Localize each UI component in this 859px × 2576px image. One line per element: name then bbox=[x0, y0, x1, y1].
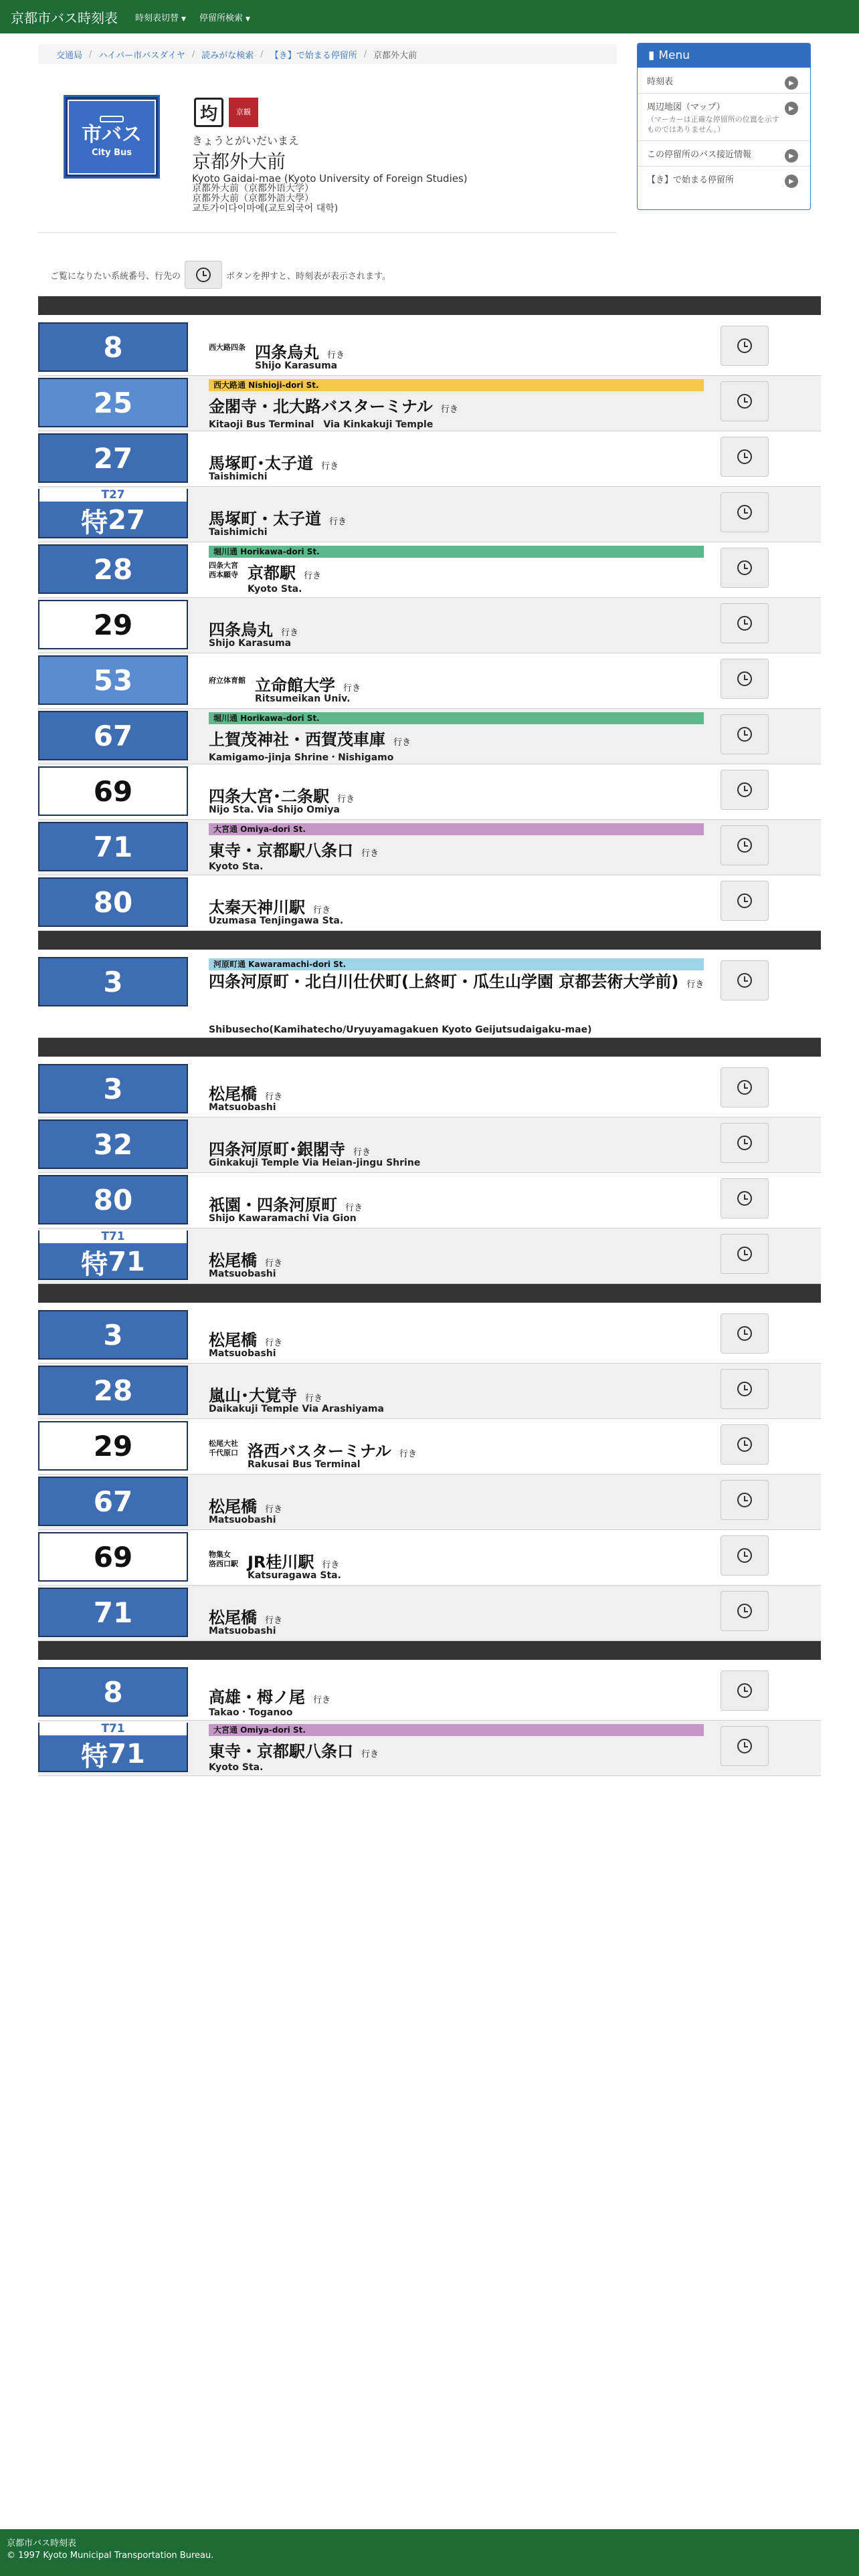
clock-icon bbox=[737, 560, 752, 575]
stop-chinese-simplified: 京都外大前（京都外语大学） bbox=[192, 183, 314, 194]
destination-english: Kitaoji Bus Terminal Via Kinkakuji Temple bbox=[209, 419, 434, 430]
example-clock-button bbox=[185, 261, 222, 289]
city-bus-logo bbox=[64, 95, 160, 179]
iki-label: 行き bbox=[353, 1148, 371, 1158]
destination bbox=[209, 1493, 282, 1517]
side-menu bbox=[637, 43, 811, 210]
destination-english: Matsuobashi bbox=[209, 1269, 276, 1279]
destination-english: Taishimichi bbox=[209, 471, 268, 482]
clock-icon bbox=[737, 1493, 752, 1507]
section-divider bbox=[38, 931, 821, 950]
street-stripe: 大宮通 Omiya-dori St. bbox=[209, 1724, 704, 1736]
destination-english: Shijo Karasuma bbox=[209, 638, 292, 649]
timetable-button[interactable] bbox=[721, 1234, 769, 1274]
via-stop: 物集女 bbox=[209, 1550, 231, 1559]
destination bbox=[209, 1247, 282, 1271]
destination bbox=[248, 1549, 339, 1572]
destination-name: 松尾橋 bbox=[209, 1251, 257, 1270]
timetable-button[interactable] bbox=[721, 1480, 769, 1520]
via-stop: 松尾大社 bbox=[209, 1439, 238, 1448]
route-number-button[interactable]: 69 bbox=[38, 766, 188, 816]
stop-search-label: 停留所検索 bbox=[199, 13, 243, 23]
route-row bbox=[38, 376, 821, 431]
clock-icon bbox=[737, 782, 752, 797]
clock-icon bbox=[737, 1437, 752, 1452]
iki-label: 行き bbox=[343, 683, 361, 693]
clock-icon bbox=[737, 505, 752, 520]
clock-icon bbox=[737, 1191, 752, 1206]
route-number-button[interactable]: 32 bbox=[38, 1119, 188, 1169]
destination-english: Matsuobashi bbox=[209, 1348, 276, 1359]
destination bbox=[209, 837, 379, 861]
timetable-button[interactable] bbox=[721, 326, 769, 366]
timetable-button[interactable] bbox=[721, 1671, 769, 1711]
destination bbox=[248, 1438, 417, 1461]
route-row bbox=[38, 1364, 821, 1419]
iki-label: 行き bbox=[305, 1394, 323, 1404]
timetable-button[interactable] bbox=[721, 1178, 769, 1218]
arrow-right-icon: ▶ bbox=[785, 102, 798, 115]
iki-label: 行き bbox=[361, 1749, 379, 1759]
timetable-button[interactable] bbox=[721, 381, 769, 421]
destination bbox=[209, 1684, 330, 1707]
iki-label: 行き bbox=[321, 461, 339, 471]
stop-translations bbox=[192, 174, 468, 214]
destination-english: Kyoto Sta. bbox=[248, 584, 302, 595]
destination bbox=[209, 1192, 363, 1215]
destination-name: 松尾橋 bbox=[209, 1608, 257, 1627]
clock-icon bbox=[737, 449, 752, 464]
route-row bbox=[38, 487, 821, 542]
timetable-button[interactable] bbox=[721, 548, 769, 588]
destination-english: Ritsumeikan Univ. bbox=[255, 693, 351, 704]
iki-label: 行き bbox=[337, 794, 355, 804]
destination-name: 太秦天神川駅 bbox=[209, 898, 305, 917]
timetable-button[interactable] bbox=[721, 437, 769, 477]
via-stop: 四条大宮 bbox=[209, 561, 238, 570]
destination-english: Takao・Toganoo bbox=[209, 1707, 293, 1718]
iki-label: 行き bbox=[265, 1616, 283, 1626]
clock-icon bbox=[737, 838, 752, 853]
route-row bbox=[38, 1173, 821, 1228]
timetable-button[interactable] bbox=[721, 714, 769, 754]
clock-icon bbox=[737, 1382, 752, 1396]
iki-label: 行き bbox=[399, 1449, 417, 1459]
arrow-right-icon: ▶ bbox=[785, 175, 798, 188]
stop-search-menu[interactable] bbox=[199, 11, 250, 23]
route-row bbox=[38, 1062, 821, 1117]
menu-title: Menu bbox=[658, 49, 690, 62]
iki-label: 行き bbox=[440, 405, 458, 415]
destination-name: 四条河原町･銀閣寺 bbox=[209, 1140, 345, 1159]
destination-english: Matsuobashi bbox=[209, 1102, 276, 1113]
destination bbox=[209, 972, 710, 994]
stop-name: 京都外大前 bbox=[192, 150, 286, 173]
destination-english: Matsuobashi bbox=[209, 1515, 276, 1525]
menu-item-approach-info[interactable] bbox=[638, 140, 810, 166]
breadcrumb-link[interactable]: ハイパー市バスダイヤ bbox=[98, 50, 185, 61]
destination bbox=[209, 617, 298, 640]
timetable-button[interactable] bbox=[721, 1424, 769, 1465]
route-row bbox=[38, 1721, 821, 1776]
route-number-button[interactable]: 8 bbox=[38, 322, 188, 372]
destination-english: Daikakuji Temple Via Arashiyama bbox=[209, 1404, 384, 1414]
via-stop: 洛西口駅 bbox=[209, 1560, 238, 1568]
route-number bbox=[81, 1243, 145, 1281]
timetable-switch-menu[interactable] bbox=[135, 11, 186, 23]
clock-icon bbox=[737, 1548, 752, 1563]
breadcrumb-link[interactable]: 交通局 bbox=[56, 50, 83, 61]
iki-label: 行き bbox=[281, 628, 299, 638]
iki-label: 行き bbox=[322, 1560, 340, 1570]
route-code: T71 bbox=[39, 1230, 187, 1243]
route-list bbox=[38, 296, 821, 1776]
destination-name: 立命館大学 bbox=[255, 676, 335, 695]
timetable-button[interactable] bbox=[721, 659, 769, 699]
destination bbox=[209, 1136, 371, 1160]
destination-english: Nijo Sta. Via Shijo Omiya bbox=[209, 804, 340, 815]
destination-english: Matsuobashi bbox=[209, 1626, 276, 1636]
destination-name: 祇園・四条河原町 bbox=[209, 1196, 337, 1214]
route-row bbox=[38, 431, 821, 487]
destination-name: 松尾橋 bbox=[209, 1085, 257, 1103]
route-number-value: 71 bbox=[108, 1739, 145, 1769]
iki-label: 行き bbox=[686, 980, 704, 990]
timetable-button[interactable] bbox=[721, 1313, 769, 1354]
timetable-button[interactable] bbox=[721, 1726, 769, 1766]
destination bbox=[209, 393, 458, 417]
route-code: T27 bbox=[39, 488, 187, 502]
route-number-button[interactable]: 8 bbox=[38, 1667, 188, 1717]
menu-icon: ▮ bbox=[648, 49, 655, 62]
clock-icon bbox=[737, 1604, 752, 1618]
via-stop: 千代原口 bbox=[209, 1448, 238, 1457]
destination-english: Rakusai Bus Terminal bbox=[248, 1459, 361, 1470]
breadcrumb-separator: / bbox=[191, 49, 195, 60]
destination-name: 四条烏丸 bbox=[255, 343, 319, 362]
stop-english: Kyoto Gaidai-mae (Kyoto University of Foreign Studies) bbox=[192, 173, 468, 185]
destination bbox=[255, 339, 345, 362]
clock-icon bbox=[737, 616, 752, 631]
destination bbox=[248, 560, 321, 583]
route-number-button[interactable]: 27 bbox=[38, 433, 188, 483]
destination-name: 京都駅 bbox=[248, 564, 296, 582]
iki-label: 行き bbox=[327, 350, 345, 360]
clock-icon bbox=[737, 671, 752, 686]
route-number bbox=[81, 502, 145, 540]
stop-kana: きょうとがいだいまえ bbox=[192, 134, 300, 147]
destination bbox=[209, 1382, 322, 1406]
bus-icon bbox=[100, 116, 124, 122]
clock-icon bbox=[196, 267, 211, 282]
section-divider bbox=[38, 296, 821, 315]
street-stripe: 堀川通 Horikawa-dori St. bbox=[209, 546, 704, 558]
footer-title: 京都市バス時刻表 bbox=[7, 2539, 77, 2549]
destination-name: 嵐山･大覚寺 bbox=[209, 1386, 297, 1405]
via-label bbox=[209, 676, 246, 685]
street-stripe: 河原町通 Kawaramachi-dori St. bbox=[209, 958, 704, 970]
menu-item-label: 【き】で始まる停留所 bbox=[647, 175, 735, 185]
destination-name: 洛西バスターミナル bbox=[248, 1442, 391, 1461]
route-number-button[interactable]: 80 bbox=[38, 1175, 188, 1224]
destination-name: 松尾橋 bbox=[209, 1331, 257, 1350]
route-number-button[interactable]: 29 bbox=[38, 1421, 188, 1471]
via-stop: 西本願寺 bbox=[209, 570, 238, 579]
destination-name: 四条河原町・北白川仕伏町(上終町・瓜生山学園 京都芸術大学前) bbox=[209, 972, 679, 991]
clock-icon bbox=[737, 394, 752, 409]
route-number-button[interactable]: 71 bbox=[38, 1588, 188, 1637]
timetable-switch-label: 時刻表切替 bbox=[135, 13, 179, 23]
express-prefix: 特 bbox=[81, 1249, 108, 1280]
iki-label: 行き bbox=[313, 1695, 331, 1705]
instruction-before: ご覧になりたい系統番号、行先の bbox=[50, 271, 181, 282]
sightseeing-icon: 京観 bbox=[229, 98, 258, 127]
route-number-button[interactable]: 28 bbox=[38, 1366, 188, 1415]
destination bbox=[209, 783, 355, 807]
route-code: T71 bbox=[39, 1722, 187, 1735]
via-label bbox=[209, 343, 246, 352]
destination-english: Shibusecho(Kamihatecho/Uryuyamagakuen Kyoto Geijutsudaigaku-mae) bbox=[209, 1025, 592, 1035]
menu-item-label: この停留所のバス接近情報 bbox=[647, 150, 752, 160]
route-row bbox=[38, 1586, 821, 1641]
route-number-button[interactable]: 53 bbox=[38, 655, 188, 705]
destination-name: 四条大宮･二条駅 bbox=[209, 787, 329, 806]
section-divider bbox=[38, 1284, 821, 1303]
via-label bbox=[209, 1439, 238, 1458]
route-row bbox=[38, 1419, 821, 1475]
navbar bbox=[0, 0, 859, 33]
route-number-button[interactable]: 3 bbox=[38, 1064, 188, 1113]
destination-english: Shijo Karasuma bbox=[255, 360, 338, 371]
menu-item-ki-stops[interactable] bbox=[638, 166, 810, 191]
destination bbox=[209, 1081, 282, 1104]
route-row bbox=[38, 764, 821, 820]
destination-english: Taishimichi bbox=[209, 527, 268, 538]
breadcrumb-link[interactable]: 【き】で始まる停留所 bbox=[270, 50, 357, 61]
stop-korean: 교토가이다이마에(교토외국어 대학) bbox=[192, 203, 339, 214]
route-number-button[interactable]: 67 bbox=[38, 1477, 188, 1526]
menu-header bbox=[638, 43, 810, 68]
destination-name: 四条烏丸 bbox=[209, 621, 273, 639]
clock-icon bbox=[737, 1739, 752, 1753]
flat-fare-icon: 均 bbox=[194, 98, 223, 127]
destination bbox=[209, 1604, 282, 1628]
iki-label: 行き bbox=[361, 849, 379, 859]
clock-icon bbox=[737, 1136, 752, 1150]
route-row bbox=[38, 1475, 821, 1530]
divider bbox=[38, 232, 617, 233]
destination bbox=[209, 450, 339, 473]
arrow-right-icon: ▶ bbox=[785, 149, 798, 163]
destination-english: Uzumasa Tenjingawa Sta. bbox=[209, 916, 344, 926]
breadcrumb-separator: / bbox=[89, 49, 92, 60]
logo-jp-text: 市バス bbox=[82, 123, 142, 146]
brand-link[interactable]: 京都市バス時刻表 bbox=[11, 9, 118, 26]
route-number-button[interactable]: 3 bbox=[38, 1310, 188, 1360]
route-number-button[interactable]: 67 bbox=[38, 711, 188, 760]
destination bbox=[209, 1738, 379, 1761]
iki-label: 行き bbox=[345, 1203, 363, 1213]
destination-english: Ginkakuji Temple Via Heian-jingu Shrine bbox=[209, 1158, 421, 1168]
destination bbox=[209, 1327, 282, 1350]
express-prefix: 特 bbox=[81, 507, 108, 538]
destination-english: Kyoto Sta. bbox=[209, 861, 264, 872]
destination bbox=[209, 506, 347, 529]
route-row bbox=[38, 875, 821, 931]
timetable-button[interactable] bbox=[721, 603, 769, 643]
destination-name: 東寺・京都駅八条口 bbox=[209, 1742, 353, 1761]
destination-name: 金閣寺・北大路バスターミナル bbox=[209, 397, 433, 416]
clock-icon bbox=[737, 1080, 752, 1095]
breadcrumb-current: 京都外大前 bbox=[373, 50, 417, 61]
clock-icon bbox=[737, 727, 752, 742]
route-row bbox=[38, 1228, 821, 1284]
timetable-button[interactable] bbox=[721, 1067, 769, 1107]
clock-icon bbox=[737, 973, 752, 988]
route-number-button[interactable]: 25 bbox=[38, 378, 188, 427]
breadcrumb bbox=[38, 44, 617, 64]
destination-english: Kamigamo-jinja Shrine・Nishigamo bbox=[209, 752, 394, 763]
street-stripe: 堀川通 Horikawa-dori St. bbox=[209, 712, 704, 724]
via-label bbox=[209, 1550, 238, 1569]
instruction-text bbox=[50, 261, 391, 289]
iki-label: 行き bbox=[304, 571, 322, 581]
destination bbox=[255, 672, 361, 695]
route-number-value: 71 bbox=[108, 1247, 145, 1277]
timetable-button[interactable] bbox=[721, 825, 769, 865]
route-number-button[interactable]: 28 bbox=[38, 544, 188, 594]
route-number-button[interactable]: 3 bbox=[38, 957, 188, 1006]
destination-english: Kyoto Sta. bbox=[209, 1762, 264, 1773]
route-row bbox=[38, 653, 821, 709]
route-number-button[interactable]: 29 bbox=[38, 600, 188, 649]
menu-item-label: 周辺地図（マップ） bbox=[647, 102, 725, 112]
timetable-button[interactable] bbox=[721, 492, 769, 532]
logo-en-text: City Bus bbox=[91, 148, 132, 158]
route-row bbox=[38, 820, 821, 875]
clock-icon bbox=[737, 1326, 752, 1341]
route-row bbox=[38, 542, 821, 598]
route-number-button[interactable] bbox=[38, 489, 188, 538]
street-stripe: 大宮通 Omiya-dori St. bbox=[209, 823, 704, 835]
destination-name: 馬塚町･太子道 bbox=[209, 454, 313, 473]
route-row bbox=[38, 1530, 821, 1586]
menu-item-timetable[interactable] bbox=[638, 68, 810, 93]
iki-label: 行き bbox=[313, 905, 331, 916]
clock-icon bbox=[737, 1683, 752, 1698]
route-number-button[interactable] bbox=[38, 1230, 188, 1280]
breadcrumb-link[interactable]: 読みがな検索 bbox=[201, 50, 254, 61]
caret-down-icon: ▼ bbox=[245, 15, 250, 23]
breadcrumb-separator: / bbox=[260, 49, 264, 60]
route-row bbox=[38, 1665, 821, 1721]
route-row bbox=[38, 955, 821, 1038]
via-stop: 西大路四条 bbox=[209, 343, 246, 352]
instruction-after: ボタンを押すと、時刻表が表示されます。 bbox=[226, 271, 391, 282]
iki-label: 行き bbox=[329, 517, 347, 527]
timetable-button[interactable] bbox=[721, 1535, 769, 1576]
route-row bbox=[38, 1117, 821, 1173]
iki-label: 行き bbox=[393, 738, 411, 748]
iki-label: 行き bbox=[265, 1092, 283, 1102]
route-number bbox=[81, 1735, 145, 1774]
stop-chinese-traditional: 京都外大前（京都外語大學） bbox=[192, 193, 314, 204]
express-prefix: 特 bbox=[81, 1741, 108, 1772]
destination-name: 東寺・京都駅八条口 bbox=[209, 841, 353, 860]
iki-label: 行き bbox=[265, 1338, 283, 1348]
route-number-button[interactable]: 71 bbox=[38, 822, 188, 871]
route-row bbox=[38, 1308, 821, 1364]
clock-icon bbox=[737, 1247, 752, 1261]
breadcrumb-separator: / bbox=[363, 49, 367, 60]
route-number-button[interactable] bbox=[38, 1723, 188, 1772]
destination-english: Katsuragawa Sta. bbox=[248, 1570, 341, 1581]
destination-english: Shijo Kawaramachi Via Gion bbox=[209, 1213, 357, 1224]
footer-copyright: © 1997 Kyoto Municipal Transportation Bureau. bbox=[7, 2551, 214, 2561]
arrow-right-icon: ▶ bbox=[785, 76, 798, 90]
iki-label: 行き bbox=[265, 1259, 283, 1269]
route-number-value: 27 bbox=[108, 505, 145, 536]
destination bbox=[209, 894, 330, 918]
destination bbox=[209, 726, 411, 750]
stop-icons bbox=[194, 98, 258, 127]
timetable-button[interactable] bbox=[721, 1123, 769, 1163]
timetable-button[interactable] bbox=[721, 881, 769, 921]
footer bbox=[0, 2529, 859, 2576]
iki-label: 行き bbox=[265, 1505, 283, 1515]
timetable-button[interactable] bbox=[721, 1591, 769, 1631]
section-divider bbox=[38, 1641, 821, 1660]
timetable-button[interactable] bbox=[721, 960, 769, 1000]
via-label bbox=[209, 561, 238, 580]
caret-down-icon: ▼ bbox=[181, 15, 186, 23]
menu-item-map[interactable] bbox=[638, 93, 810, 140]
timetable-button[interactable] bbox=[721, 1369, 769, 1409]
menu-item-label: 時刻表 bbox=[647, 77, 674, 87]
via-stop: 府立体育館 bbox=[209, 676, 246, 685]
destination-name: 馬塚町・太子道 bbox=[209, 510, 321, 528]
destination-name: 松尾橋 bbox=[209, 1497, 257, 1516]
route-number-button[interactable]: 69 bbox=[38, 1532, 188, 1582]
section-divider bbox=[38, 1038, 821, 1057]
clock-icon bbox=[737, 893, 752, 908]
route-number-button[interactable]: 80 bbox=[38, 877, 188, 927]
destination-name: JR桂川駅 bbox=[248, 1553, 314, 1572]
route-row bbox=[38, 320, 821, 376]
route-row bbox=[38, 598, 821, 653]
destination-name: 高雄・栂ノ尾 bbox=[209, 1688, 305, 1707]
menu-item-note: （マーカーは正確な停留所の位置を示すものではありません。） bbox=[647, 115, 779, 134]
street-stripe: 西大路通 Nishioji-dori St. bbox=[209, 379, 704, 391]
timetable-button[interactable] bbox=[721, 770, 769, 810]
destination-name: 上賀茂神社・西賀茂車庫 bbox=[209, 730, 385, 749]
clock-icon bbox=[737, 338, 752, 353]
route-row bbox=[38, 709, 821, 764]
